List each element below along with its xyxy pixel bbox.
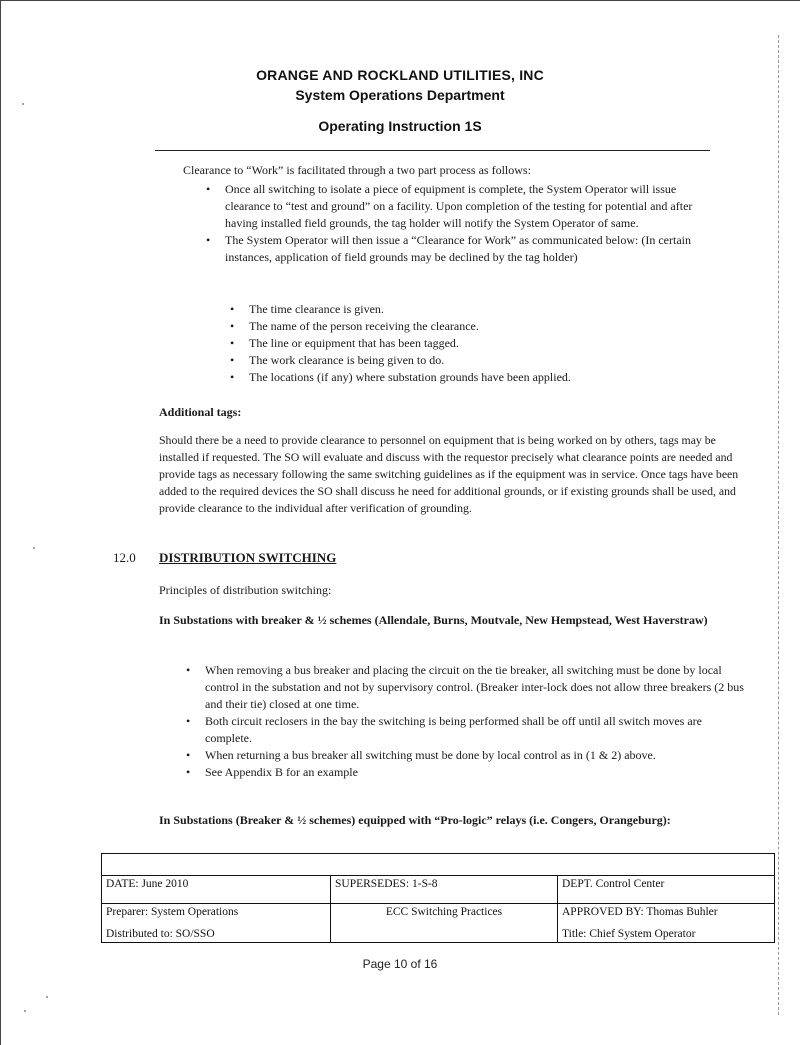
bullet-icon: • [206, 233, 211, 247]
list-item [228, 301, 708, 318]
bullet-icon: • [230, 302, 235, 316]
list-item [204, 181, 724, 232]
scan-border-left [0, 0, 1, 1045]
item-text: The work clearance is being given to do. [249, 353, 445, 367]
list-item [228, 335, 708, 352]
footer-title: Title: Chief System Operator [562, 928, 696, 940]
list-item [228, 369, 708, 386]
list-item [184, 764, 744, 781]
scan-border-top [0, 0, 800, 1]
footer-date: DATE: June 2010 [102, 876, 331, 904]
scan-speck [46, 996, 48, 998]
bullet-text: The System Operator will then issue a “Clearance for Work” as communicated below: (In certain instances, application of field grounds may be declined by the tag holder) [225, 233, 691, 264]
scan-speck [22, 103, 24, 105]
bullet-text: When removing a bus breaker and placing the circuit on the tie breaker, all switching must be done by local control in the substation and not by supervisory control. (Breaker inter-lock does not allow three breakers (2 bus and their tie) closed at one time. [205, 663, 744, 711]
footer-table [101, 853, 775, 943]
list-item [228, 352, 708, 369]
bullet-icon: • [186, 663, 191, 677]
header-rule [155, 150, 710, 151]
list-item [184, 747, 744, 764]
subsection-2-heading: In Substations (Breaker & ½ schemes) equipped with “Pro-logic” relays (i.e. Congers, Orangeburg): [159, 813, 671, 827]
scan-border-right [778, 35, 780, 1015]
scan-speck [33, 547, 35, 549]
section-number: 12.0 [113, 550, 136, 565]
bullet-text: See Appendix B for an example [205, 765, 358, 779]
bullet-icon: • [186, 714, 191, 728]
principles-text: Principles of distribution switching: [159, 583, 332, 597]
list-item [204, 232, 724, 266]
bullet-icon: • [186, 748, 191, 762]
instruction-title: Operating Instruction 1S [318, 118, 482, 134]
bullet-icon: • [230, 336, 235, 350]
item-text: The locations (if any) where substation grounds have been applied. [249, 370, 571, 384]
footer-document-title: ECC Switching Practices [331, 904, 558, 943]
footer-preparer: Preparer: System Operations [106, 906, 239, 918]
footer-dept: DEPT. Control Center [558, 876, 775, 904]
bullet-icon: • [230, 353, 235, 367]
clearance-bullets [204, 181, 724, 266]
section-title: DISTRIBUTION SWITCHING [159, 550, 337, 565]
bullet-icon: • [206, 182, 211, 196]
list-item [228, 318, 708, 335]
bullet-text: Once all switching to isolate a piece of equipment is complete, the System Operator will issue clearance to “test and ground” on a facility. Upon completion of the testing for potential and after having installed field grounds, the tag holder will notify the System Operator of same. [225, 182, 693, 230]
footer-approval-cell [558, 904, 775, 943]
bullet-icon: • [186, 765, 191, 779]
bullet-icon: • [230, 370, 235, 384]
subsection-1-bullets [184, 662, 744, 781]
additional-tags-body: Should there be a need to provide clearance to personnel on equipment that is being worked on by others, tags may be installed if requested. The SO will evaluate and discuss with the requestor precisely what clearance points are needed and provide tags as necessary following the same switching guidelines as if the equipment was in service. Once tags have been added to the required devices the SO shall discuss he need for additional grounds, or if existing grounds shall be used, and provide clearance to the individual after verification of grounding. [159, 433, 739, 515]
list-item [184, 662, 744, 713]
footer-preparer-cell [102, 904, 331, 943]
scan-speck [24, 1010, 26, 1012]
department-name: System Operations Department [295, 87, 505, 103]
company-name: ORANGE AND ROCKLAND UTILITIES, INC [256, 67, 544, 83]
list-item [184, 713, 744, 747]
footer-approved: APPROVED BY: Thomas Buhler [562, 906, 718, 918]
item-text: The line or equipment that has been tagged. [249, 336, 459, 350]
additional-tags-heading: Additional tags: [159, 405, 242, 419]
page-number: Page 10 of 16 [362, 957, 438, 971]
footer-empty-row [102, 854, 775, 876]
item-text: The time clearance is given. [249, 302, 384, 316]
clearance-intro: Clearance to “Work” is facilitated through a two part process as follows: [183, 163, 531, 177]
item-text: The name of the person receiving the clearance. [249, 319, 479, 333]
footer-distributed: Distributed to: SO/SSO [106, 928, 215, 940]
bullet-text: Both circuit reclosers in the bay the switching is being performed shall be off until all switch moves are complete. [205, 714, 702, 745]
footer-supersedes: SUPERSEDES: 1-S-8 [331, 876, 558, 904]
subsection-1-heading: In Substations with breaker & ½ schemes (Allendale, Burns, Moutvale, New Hempstead, West Haverstraw) [159, 613, 708, 627]
clearance-items [228, 301, 708, 386]
bullet-icon: • [230, 319, 235, 333]
bullet-text: When returning a bus breaker all switching must be done by local control as in (1 & 2) above. [205, 748, 656, 762]
